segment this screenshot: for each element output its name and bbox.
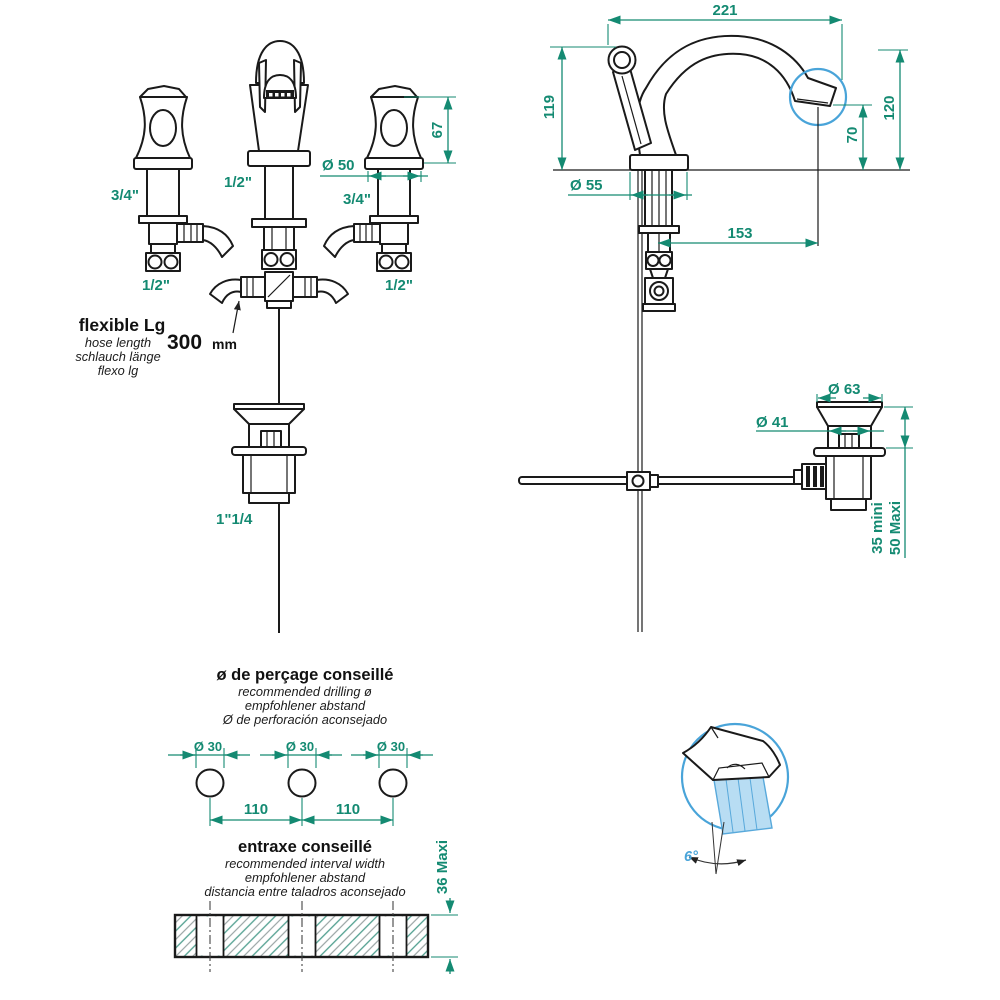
- hole-dim-1: [168, 739, 250, 768]
- dim-deck-thickness-max: 50 Maxi: [887, 500, 904, 556]
- hose-note: [75, 301, 239, 378]
- dim-hole-diameter-1: Ø 30: [193, 739, 223, 754]
- dim-total-height: 120: [881, 95, 898, 121]
- hose-leader-arrow: [233, 301, 239, 333]
- dim-hole-spacing-1: 110: [243, 801, 269, 818]
- template-holes: [168, 739, 433, 797]
- label-drain-size: 1"1/4: [216, 511, 253, 528]
- dim-hole-spacing-2: 110: [335, 801, 361, 818]
- label-left-conn-size: 1/2": [142, 277, 170, 294]
- label-left-valve-size: 3/4": [111, 187, 139, 204]
- spacing-subtitle-es: distancia entre taladros aconsejado: [204, 884, 406, 899]
- dim-spray-angle: 6°: [684, 849, 698, 865]
- front-right-valve: [324, 86, 423, 271]
- hose-length-value: 300: [167, 331, 203, 354]
- hole-dim-2: [260, 739, 342, 768]
- spacing-subtitle-de: empfohlener abstand: [244, 870, 366, 885]
- front-center-spout: [248, 41, 310, 269]
- spacing-title: entraxe conseillé: [238, 838, 372, 856]
- drilling-subtitle-de: empfohlener abstand: [244, 698, 366, 713]
- hose-label-de: schlauch länge: [75, 349, 161, 364]
- spacing-title-block: [204, 838, 405, 899]
- dim-waste-flange-diameter: Ø 63: [828, 381, 861, 398]
- hole-dim-3: [351, 739, 433, 768]
- dim-deck-thickness-min: 35 mini: [869, 502, 886, 554]
- template-title-block: [217, 666, 394, 727]
- template-spacing-dims: [210, 798, 393, 826]
- dim-spout-reach: 221: [712, 2, 738, 19]
- spacing-subtitle-en: recommended interval width: [224, 856, 386, 871]
- dim-hole-diameter-3: Ø 30: [376, 739, 406, 754]
- dim-waste-body-diameter: Ø 41: [756, 414, 789, 431]
- side-view: [519, 2, 913, 632]
- drilling-template: [168, 666, 458, 974]
- label-right-conn-size: 1/2": [385, 277, 413, 294]
- front-view: [75, 41, 456, 633]
- drilling-title: ø de perçage conseillé: [216, 666, 394, 684]
- dim-handle-diameter: Ø 50: [322, 157, 355, 174]
- dim-spout-offset: 153: [727, 225, 753, 242]
- dim-spout-height: 70: [844, 126, 861, 144]
- side-linkage-rod: [519, 464, 828, 490]
- hose-label-en: hose length: [84, 335, 152, 350]
- detail-water-stream: [714, 777, 772, 834]
- drilling-subtitle-es: Ø de perforación aconsejado: [222, 712, 388, 727]
- dim-deck-max-thickness: 36 Maxi: [434, 839, 451, 895]
- dim-base-diameter: Ø 55: [570, 177, 603, 194]
- front-left-valve: [134, 86, 233, 271]
- spray-angle-detail: [682, 724, 788, 874]
- dim-hole-diameter-2: Ø 30: [285, 739, 315, 754]
- side-under-deck: [638, 170, 679, 632]
- dim-handle-height: 67: [429, 121, 446, 139]
- label-right-valve-size: 3/4": [343, 191, 371, 208]
- hose-length-unit: mm: [212, 336, 237, 352]
- hose-label-es: flexo lg: [97, 363, 139, 378]
- hose-label: flexible Lg: [78, 315, 166, 335]
- label-center-size: 1/2": [224, 174, 252, 191]
- drilling-subtitle-en: recommended drilling ø: [238, 684, 372, 699]
- side-faucet-body: [609, 36, 847, 170]
- side-popup-drain: [814, 402, 885, 510]
- dim-handle-height-side: 119: [541, 94, 558, 120]
